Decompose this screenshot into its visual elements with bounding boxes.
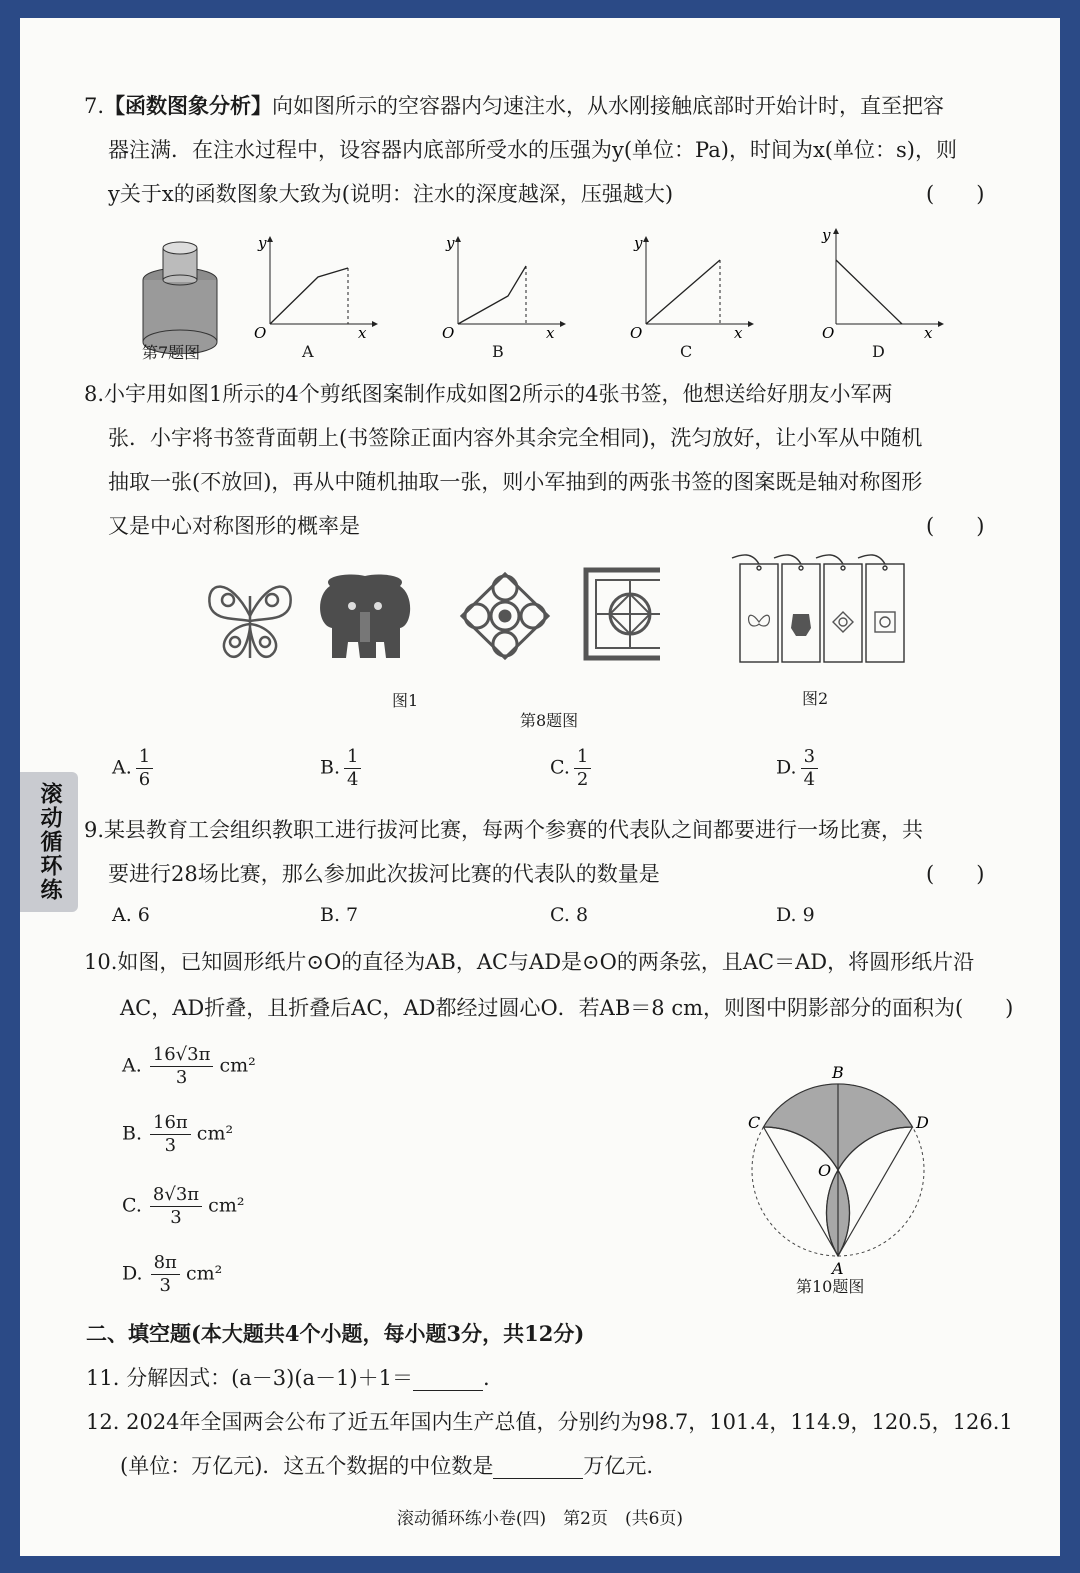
q7-graph-a bbox=[250, 232, 380, 342]
q8-answer-paren: ( ) bbox=[926, 514, 985, 538]
q7-line2: 器注满．在注水过程中，设容器内底部所受水的压强为y(单位：Pa)，时间为x(单位：s)，则 bbox=[108, 138, 957, 162]
q10-point-o: O bbox=[818, 1161, 832, 1180]
q8-option-b[interactable]: B. $\frac{1}{4}$ bbox=[320, 746, 361, 791]
q7b-axis-y: y bbox=[446, 234, 455, 252]
q12-answer-blank[interactable] bbox=[493, 1454, 583, 1479]
q8-line2: 张．小宇将书签背面朝上(书签除正面内容外其余完全相同)，洗匀放好，让小军从中随机 bbox=[108, 426, 923, 450]
q8-line4: 又是中心对称图形的概率是 bbox=[108, 514, 360, 538]
q10-fig-caption: 第10题图 bbox=[796, 1277, 865, 1296]
q8-line3: 抽取一张(不放回)，再从中随机抽取一张，则小军抽到的两张书签的图案既是轴对称图形 bbox=[108, 470, 923, 494]
q10-circle-figure bbox=[740, 1058, 940, 1278]
q10-line2: AC，AD折叠，且折叠后AC，AD都经过圆心O．若AB＝8 cm，则图中阴影部分的面积为( ) bbox=[120, 996, 1014, 1020]
q7-graph-c bbox=[626, 232, 756, 342]
q9-option-d[interactable]: D. 9 bbox=[776, 904, 815, 926]
q9-answer-paren: ( ) bbox=[926, 862, 985, 886]
q7-line3: y关于x的函数图象大致为(说明：注水的深度越深，压强越大) bbox=[108, 182, 674, 206]
q11-line: 11. 分解因式：(a－3)(a－1)＋1＝ . bbox=[86, 1366, 490, 1390]
q7-graph-d bbox=[816, 224, 946, 342]
q10-point-d: D bbox=[916, 1113, 929, 1132]
square-lattice-papercut bbox=[586, 570, 660, 658]
q11-answer-blank[interactable] bbox=[413, 1366, 483, 1391]
q7-graph-b bbox=[438, 232, 568, 342]
q7c-axis-y: y bbox=[634, 234, 643, 252]
q12-line1: 12. 2024年全国两会公布了近五年国内生产总值，分别约为98.7，101.4，114.9，120.5，126.1 bbox=[86, 1410, 1013, 1434]
q7c-origin: O bbox=[630, 324, 643, 342]
q9-line1: 9.某县教育工会组织教职工进行拔河比赛，每两个参赛的代表队之间都要进行一场比赛，共 bbox=[84, 818, 924, 842]
q7-option-d[interactable]: D bbox=[872, 342, 885, 361]
q8-option-d[interactable]: D. $\frac{3}{4}$ bbox=[776, 746, 818, 791]
q8-option-c[interactable]: C. $\frac{1}{2}$ bbox=[550, 746, 591, 791]
q7b-origin: O bbox=[442, 324, 455, 342]
q7a-axis-x: x bbox=[358, 324, 367, 342]
q12-line2: (单位：万亿元)．这五个数据的中位数是 万亿元. bbox=[120, 1454, 654, 1478]
q10-line1: 10.如图，已知圆形纸片⊙O的直径为AB，AC与AD是⊙O的两条弦，且AC＝AD，将圆形纸片沿 bbox=[84, 950, 975, 974]
q8-fig2-bookmarks bbox=[722, 550, 912, 666]
q10-option-b[interactable]: B. $\frac{16\pi}{3}$ cm² bbox=[122, 1112, 234, 1156]
q7-container-figure bbox=[130, 236, 230, 354]
q8-fig2-caption: 图2 bbox=[802, 689, 829, 708]
exam-page bbox=[20, 18, 1060, 1556]
section2-title: 二、填空题(本大题共4个小题，每小题3分，共12分) bbox=[86, 1321, 585, 1346]
q10-option-a[interactable]: A. $\frac{16√3\pi}{3}$ cm² bbox=[122, 1044, 256, 1088]
elephant-papercut bbox=[320, 574, 410, 658]
q10-point-c: C bbox=[748, 1113, 761, 1132]
q7d-origin: O bbox=[822, 324, 835, 342]
q7d-axis-x: x bbox=[924, 324, 933, 342]
q7-option-b[interactable]: B bbox=[492, 342, 504, 361]
q7b-axis-x: x bbox=[546, 324, 555, 342]
q7-fig-caption: 第7题图 bbox=[142, 343, 201, 362]
q7a-axis-y: y bbox=[258, 234, 267, 252]
q7-line1: 7.【函数图象分析】向如图所示的空容器内匀速注水，从水刚接触底部时开始计时，直至把容 bbox=[84, 93, 945, 118]
q9-option-b[interactable]: B. 7 bbox=[320, 904, 359, 926]
page-footer: 滚动循环练小卷(四) 第2页 (共6页) bbox=[396, 1509, 684, 1529]
q10-option-c[interactable]: C. $\frac{8√3\pi}{3}$ cm² bbox=[122, 1184, 245, 1228]
knot-flower-papercut bbox=[462, 574, 548, 658]
q10-option-d[interactable]: D. $\frac{8\pi}{3}$ cm² bbox=[122, 1252, 223, 1296]
q10-point-a: A bbox=[832, 1259, 844, 1278]
q7-option-a[interactable]: A bbox=[302, 342, 314, 361]
q7-answer-paren: ( ) bbox=[926, 182, 985, 206]
q7d-axis-y: y bbox=[822, 226, 831, 244]
butterfly-papercut bbox=[209, 587, 290, 658]
q8-option-a[interactable]: A. $\frac{1}{6}$ bbox=[112, 746, 153, 791]
q7-option-c[interactable]: C bbox=[680, 342, 693, 361]
side-tab bbox=[20, 772, 78, 912]
q8-fig-caption: 第8题图 bbox=[520, 711, 579, 730]
q9-option-a[interactable]: A. 6 bbox=[112, 904, 150, 926]
q7c-axis-x: x bbox=[734, 324, 743, 342]
side-tab-label: 滚动循环练 bbox=[37, 782, 62, 902]
q7a-origin: O bbox=[254, 324, 267, 342]
q10-point-b: B bbox=[832, 1063, 844, 1082]
q8-fig1-papercuts bbox=[200, 566, 660, 666]
q9-option-c[interactable]: C. 8 bbox=[550, 904, 589, 926]
q9-line2: 要进行28场比赛，那么参加此次拔河比赛的代表队的数量是 bbox=[108, 862, 660, 886]
q8-fig1-caption: 图1 bbox=[392, 691, 419, 710]
q8-line1: 8.小宇用如图1所示的4个剪纸图案制作成如图2所示的4张书签，他想送给好朋友小军两 bbox=[84, 382, 893, 406]
